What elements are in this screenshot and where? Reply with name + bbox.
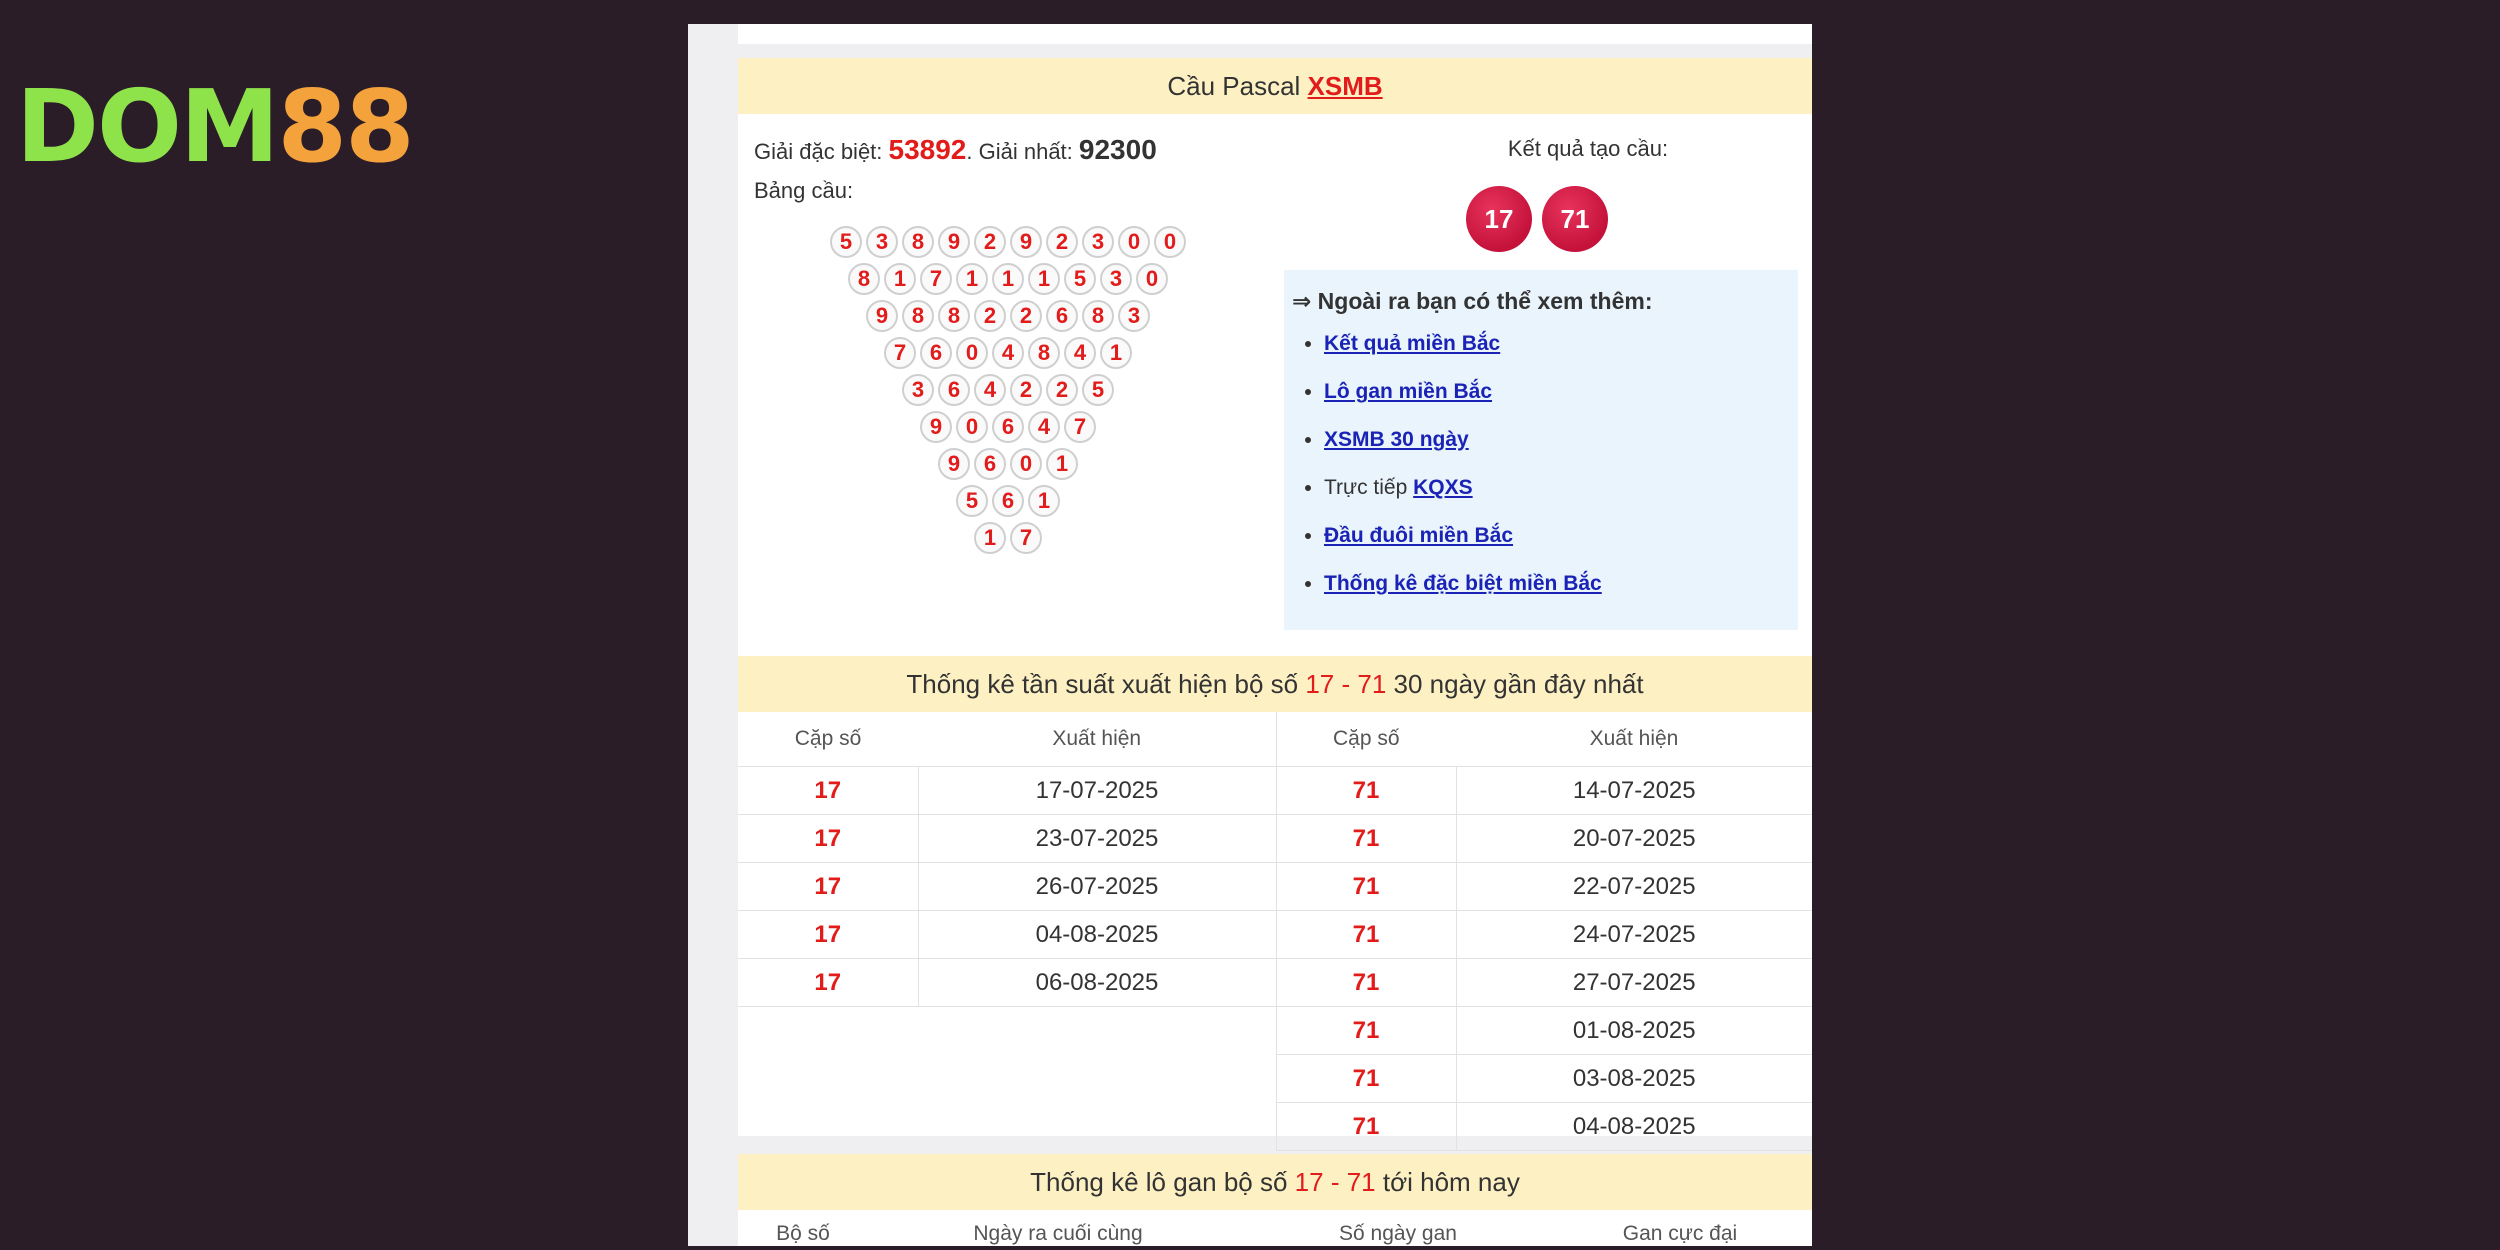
first-prize-value: 92300 [1078,134,1157,165]
pascal-digit: 6 [992,411,1024,443]
pascal-digit: 2 [1046,226,1078,258]
table-label: Bảng cầu: [754,178,854,203]
pascal-digit: 6 [974,448,1006,480]
pascal-digit: 6 [920,337,952,369]
pascal-digit: 6 [1046,300,1078,332]
freq-title-suffix: 30 ngày gần đây nhất [1386,669,1644,699]
link-ket-qua-mien-bac[interactable]: Kết quả miền Bắc [1324,332,1501,355]
pascal-digit: 3 [866,226,898,258]
date-cell: 06-08-2025 [918,959,1276,1007]
pascal-digit: 5 [1064,263,1096,295]
table-row [738,911,1812,959]
pair-cell: 71 [1276,959,1456,1007]
date-cell: 03-08-2025 [1456,1055,1812,1103]
link-dau-duoi-mien-bac[interactable]: Đầu đuôi miền Bắc [1324,524,1514,547]
link-lo-gan-mien-bac[interactable]: Lô gan miền Bắc [1324,380,1493,403]
table-row [738,1103,1812,1151]
pascal-row [738,300,1278,332]
pascal-digit: 1 [1028,263,1060,295]
brand-logo [16,68,413,185]
date-cell: 23-07-2025 [918,815,1276,863]
pascal-digit: 4 [1028,411,1060,443]
date-cell: 01-08-2025 [1456,1007,1812,1055]
pascal-row [738,522,1278,554]
pascal-row [738,411,1278,443]
pascal-digit: 4 [1064,337,1096,369]
pascal-digit: 8 [902,226,934,258]
pair-cell: 71 [1276,1055,1456,1103]
pascal-digit: 0 [1118,226,1150,258]
pair-cell: 17 [738,863,918,911]
col-header-gan-days: Số ngày gan [1339,1222,1457,1245]
pascal-digit: 1 [992,263,1024,295]
pascal-digit: 0 [1136,263,1168,295]
pascal-row [738,263,1278,295]
col-header-gan-max: Gan cực đại [1622,1222,1738,1245]
see-more-box [1284,270,1798,630]
pascal-digit: 1 [956,263,988,295]
pascal-row [738,448,1278,480]
lo-gan-card [738,1154,1812,1246]
pair-cell: 17 [738,911,918,959]
prize-info [754,134,1157,166]
empty-cell [918,1055,1276,1103]
pascal-digit: 6 [992,485,1024,517]
pascal-digit: 9 [1010,226,1042,258]
frequency-table [738,712,1812,1151]
result-label: Kết quả tạo cầu: [1507,136,1669,161]
special-prize-value: 53892 [888,134,967,165]
see-more-title: ⇒ Ngoài ra bạn có thể xem thêm: [1292,288,1653,314]
pascal-digit: 1 [974,522,1006,554]
result-balls [1466,186,1608,252]
pair-cell: 71 [1276,767,1456,815]
screenshot-panel [688,24,1812,1246]
frequency-table-body [738,767,1812,1151]
result-ball: 71 [1542,186,1608,252]
top-bar [738,24,1812,44]
link-thong-ke-dac-biet[interactable]: Thống kê đặc biệt miền Bắc [1324,572,1602,595]
pascal-digit: 7 [920,263,952,295]
item-prefix: Trực tiếp [1324,476,1414,499]
frequency-card-title [738,656,1812,712]
special-prize-label: Giải đặc biệt: [754,139,889,164]
col-header-appear: Xuất hiện [1456,712,1812,767]
pascal-digit: 3 [902,374,934,406]
col-header-bo-so: Bộ số [776,1222,830,1245]
pair-cell: 17 [738,815,918,863]
empty-cell [918,1103,1276,1151]
pascal-digit: 9 [866,300,898,332]
date-cell: 26-07-2025 [918,863,1276,911]
table-row [738,1007,1812,1055]
pascal-digit: 0 [1010,448,1042,480]
pascal-digit: 2 [1010,374,1042,406]
pascal-digit: 2 [1010,300,1042,332]
pascal-digit: 2 [1046,374,1078,406]
date-cell: 22-07-2025 [1456,863,1812,911]
table-row [738,767,1812,815]
pair-cell: 71 [1276,815,1456,863]
link-kqxs[interactable]: KQXS [1413,476,1473,499]
empty-cell [738,1055,918,1103]
pascal-digit: 1 [1028,485,1060,517]
table-row [738,1055,1812,1103]
list-item [1324,380,1602,428]
pascal-digit: 6 [938,374,970,406]
col-header-last-date: Ngày ra cuối cùng [973,1222,1143,1245]
gan-title-suffix: tới hôm nay [1375,1167,1520,1197]
col-header-appear: Xuất hiện [918,712,1276,767]
pascal-digit: 5 [1082,374,1114,406]
pascal-digit: 2 [974,226,1006,258]
date-cell: 14-07-2025 [1456,767,1812,815]
pascal-digit: 1 [884,263,916,295]
pascal-digit: 0 [956,337,988,369]
list-item [1324,476,1602,524]
lo-gan-card-title [738,1154,1812,1210]
gan-title-pair: 17 - 71 [1294,1167,1376,1197]
pair-cell: 71 [1276,1103,1456,1151]
brand-logo-part2: 88 [277,68,413,185]
pascal-digit: 0 [1154,226,1186,258]
pair-cell: 71 [1276,863,1456,911]
pascal-digit: 7 [1064,411,1096,443]
pascal-title-text: Cầu Pascal [1167,71,1308,101]
freq-title-pair: 17 - 71 [1305,669,1387,699]
pair-cell: 71 [1276,911,1456,959]
pair-cell: 17 [738,767,918,815]
col-header-pair: Cặp số [1276,712,1456,767]
list-item [1324,524,1602,572]
pascal-digit: 8 [938,300,970,332]
pascal-digit: 2 [974,300,1006,332]
empty-cell [918,1007,1276,1055]
pascal-row [738,374,1278,406]
gan-title-prefix: Thống kê lô gan bộ số [1030,1167,1295,1197]
pascal-digit: 1 [1100,337,1132,369]
pascal-digit: 9 [938,448,970,480]
pascal-row [738,226,1278,258]
pascal-digit: 9 [938,226,970,258]
date-cell: 04-08-2025 [918,911,1276,959]
pascal-digit: 3 [1082,226,1114,258]
list-item [1324,572,1602,620]
list-item [1324,428,1602,476]
date-cell: 04-08-2025 [1456,1103,1812,1151]
pair-cell: 71 [1276,1007,1456,1055]
pascal-digit: 3 [1118,300,1150,332]
pascal-digit: 4 [992,337,1024,369]
pascal-card-title [738,58,1812,114]
date-cell: 27-07-2025 [1456,959,1812,1007]
pascal-row [738,337,1278,369]
freq-title-prefix: Thống kê tần suất xuất hiện bộ số [906,669,1306,699]
pascal-digit: 5 [830,226,862,258]
pascal-digit: 8 [848,263,880,295]
pascal-digit: 8 [902,300,934,332]
pascal-digit: 7 [1010,522,1042,554]
pascal-digit: 3 [1100,263,1132,295]
pascal-digit: 8 [1082,300,1114,332]
pascal-digit: 9 [920,411,952,443]
brand-logo-part1: DOM [16,68,278,185]
pascal-card [738,58,1812,664]
frequency-card [738,656,1812,1140]
date-cell: 17-07-2025 [918,767,1276,815]
first-prize-label: . Giải nhất: [966,139,1079,164]
link-xsmb-30-ngay[interactable]: XSMB 30 ngày [1324,428,1469,451]
xsmb-link[interactable]: XSMB [1307,71,1383,101]
pascal-digit: 1 [1046,448,1078,480]
pascal-row [738,485,1278,517]
table-row [738,959,1812,1007]
table-row [738,815,1812,863]
empty-cell [738,1103,918,1151]
result-ball: 17 [1466,186,1532,252]
lo-gan-table-header [738,1210,1812,1246]
date-cell: 20-07-2025 [1456,815,1812,863]
table-row [738,863,1812,911]
pair-cell: 17 [738,959,918,1007]
pascal-digit: 4 [974,374,1006,406]
pascal-digit: 7 [884,337,916,369]
col-header-pair: Cặp số [738,712,918,767]
pascal-triangle [738,226,1278,559]
pascal-digit: 8 [1028,337,1060,369]
pascal-digit: 5 [956,485,988,517]
see-more-list [1284,332,1602,620]
date-cell: 24-07-2025 [1456,911,1812,959]
pascal-digit: 0 [956,411,988,443]
empty-cell [738,1007,918,1055]
list-item [1324,332,1602,380]
